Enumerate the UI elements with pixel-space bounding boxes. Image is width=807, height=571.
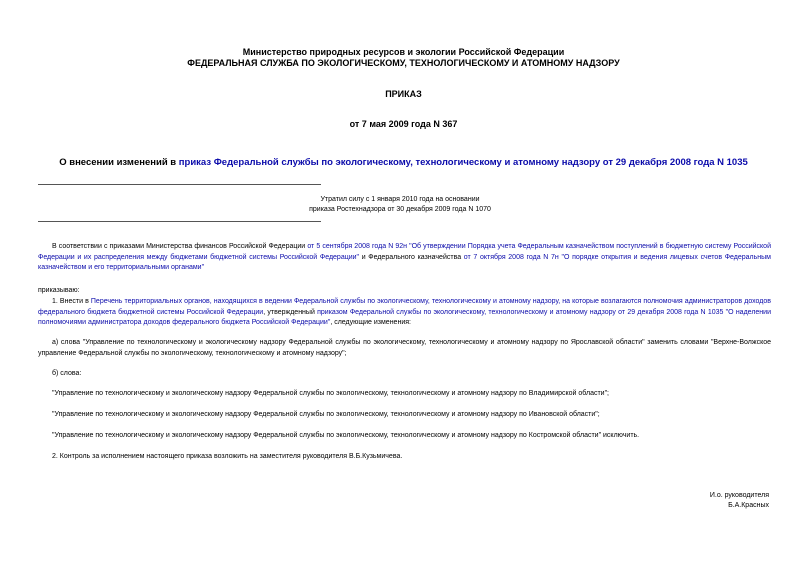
removed-vladimir-paragraph: "Управление по технологическому и экологическому надзору Федеральной службы по экологическому, технологическому и атомному надзору по Владимирской области"; bbox=[52, 390, 610, 397]
minfin-order-link[interactable]: от 5 сентября 2008 года N 92н "Об утверждении Порядка учета Федеральным казначейством поступлений в бюджетную систему Российской Федерации и их распределения между бюджетами бюджетной системы Российской Федерации" bbox=[38, 243, 771, 261]
title-link[interactable]: приказ Федеральной службы по экологическому, технологическому и атомному надзору от 29 декабря 2008 года N 1035 bbox=[178, 157, 748, 168]
document-type: ПРИКАЗ bbox=[385, 89, 422, 99]
lost-force-line-2[interactable]: приказа Ростехнадзора от 30 декабря 2009 года N 1070 bbox=[309, 206, 491, 213]
preamble-paragraph bbox=[38, 242, 771, 274]
removed-kostroma-paragraph: "Управление по технологическому и экологическому надзору Федеральной службы по экологическому, технологическому и атомному надзору по Костромской области" исключить. bbox=[52, 432, 640, 439]
ministry-name: Министерство природных ресурсов и экологии Российской Федерации bbox=[242, 47, 565, 57]
treasury-order-link[interactable]: от 7 октября 2008 года N 7н "О порядке открытия и ведения лицевых счетов Федеральным казначейством и его территориальными органами" bbox=[38, 253, 771, 271]
title-prefix: О внесении изменений в bbox=[59, 157, 179, 168]
signature-name: Б.А.Красных bbox=[728, 502, 769, 509]
order-word: приказываю: bbox=[38, 287, 80, 294]
divider-bottom bbox=[38, 221, 321, 222]
lost-force-note bbox=[200, 195, 600, 215]
item-b-paragraph: б) слова: bbox=[52, 370, 82, 377]
item-1-text: 1. Внести в bbox=[52, 298, 91, 305]
service-name: ФЕДЕРАЛЬНАЯ СЛУЖБА ПО ЭКОЛОГИЧЕСКОМУ, ТЕХНОЛОГИЧЕСКОМУ И АТОМНОМУ НАДЗОРУ bbox=[187, 58, 620, 68]
signature-position: И.о. руководителя bbox=[709, 492, 769, 499]
document-date: от 7 мая 2009 года N 367 bbox=[349, 119, 458, 129]
removed-ivanovo-paragraph: "Управление по технологическому и экологическому надзору Федеральной службы по экологическому, технологическому и атомному надзору по Ивановской области"; bbox=[52, 411, 600, 418]
order-1035-link[interactable]: приказом Федеральной службы по экологическому, технологическому и атомному надзору от 29 декабря 2008 года N 1035 "О наделении полномочиями администратора доходов федерального бюджета Российской Федерации" bbox=[38, 308, 771, 326]
item-1-text-3: , следующие изменения: bbox=[330, 319, 411, 326]
lost-force-line-1: Утратил силу с 1 января 2010 года на основании bbox=[320, 196, 480, 203]
preamble-text: В соответствии с приказами Министерства финансов Российской Федерации bbox=[52, 243, 308, 250]
item-2-paragraph: 2. Контроль за исполнением настоящего приказа возложить на заместителя руководителя В.Б.Кузьмичева. bbox=[52, 453, 403, 460]
divider-top bbox=[38, 184, 321, 185]
preamble-text-2: и Федерального казначейства bbox=[359, 253, 464, 261]
item-1-text-2: , утвержденный bbox=[263, 308, 318, 316]
document-title bbox=[0, 157, 807, 168]
item-1-paragraph bbox=[38, 297, 771, 329]
territorial-list-link[interactable]: Перечень территориальных органов, находящихся в ведении Федеральной службы по экологическому, технологическому и атомному надзору, на которые возлагаются полномочия администраторов доходов федерального бюджета бюджетной системы Российской Федерации bbox=[38, 298, 771, 316]
signature-block bbox=[569, 491, 769, 511]
item-a-paragraph: а) слова "Управление по технологическому и экологическому надзору Федеральной службы по экологическому, технологическому и атомному надзору по Ярославской области" заменить словами "Верхне-Волжское управление Федеральной службы по экологическому, технологическому и атомному надзору"; bbox=[38, 339, 771, 357]
